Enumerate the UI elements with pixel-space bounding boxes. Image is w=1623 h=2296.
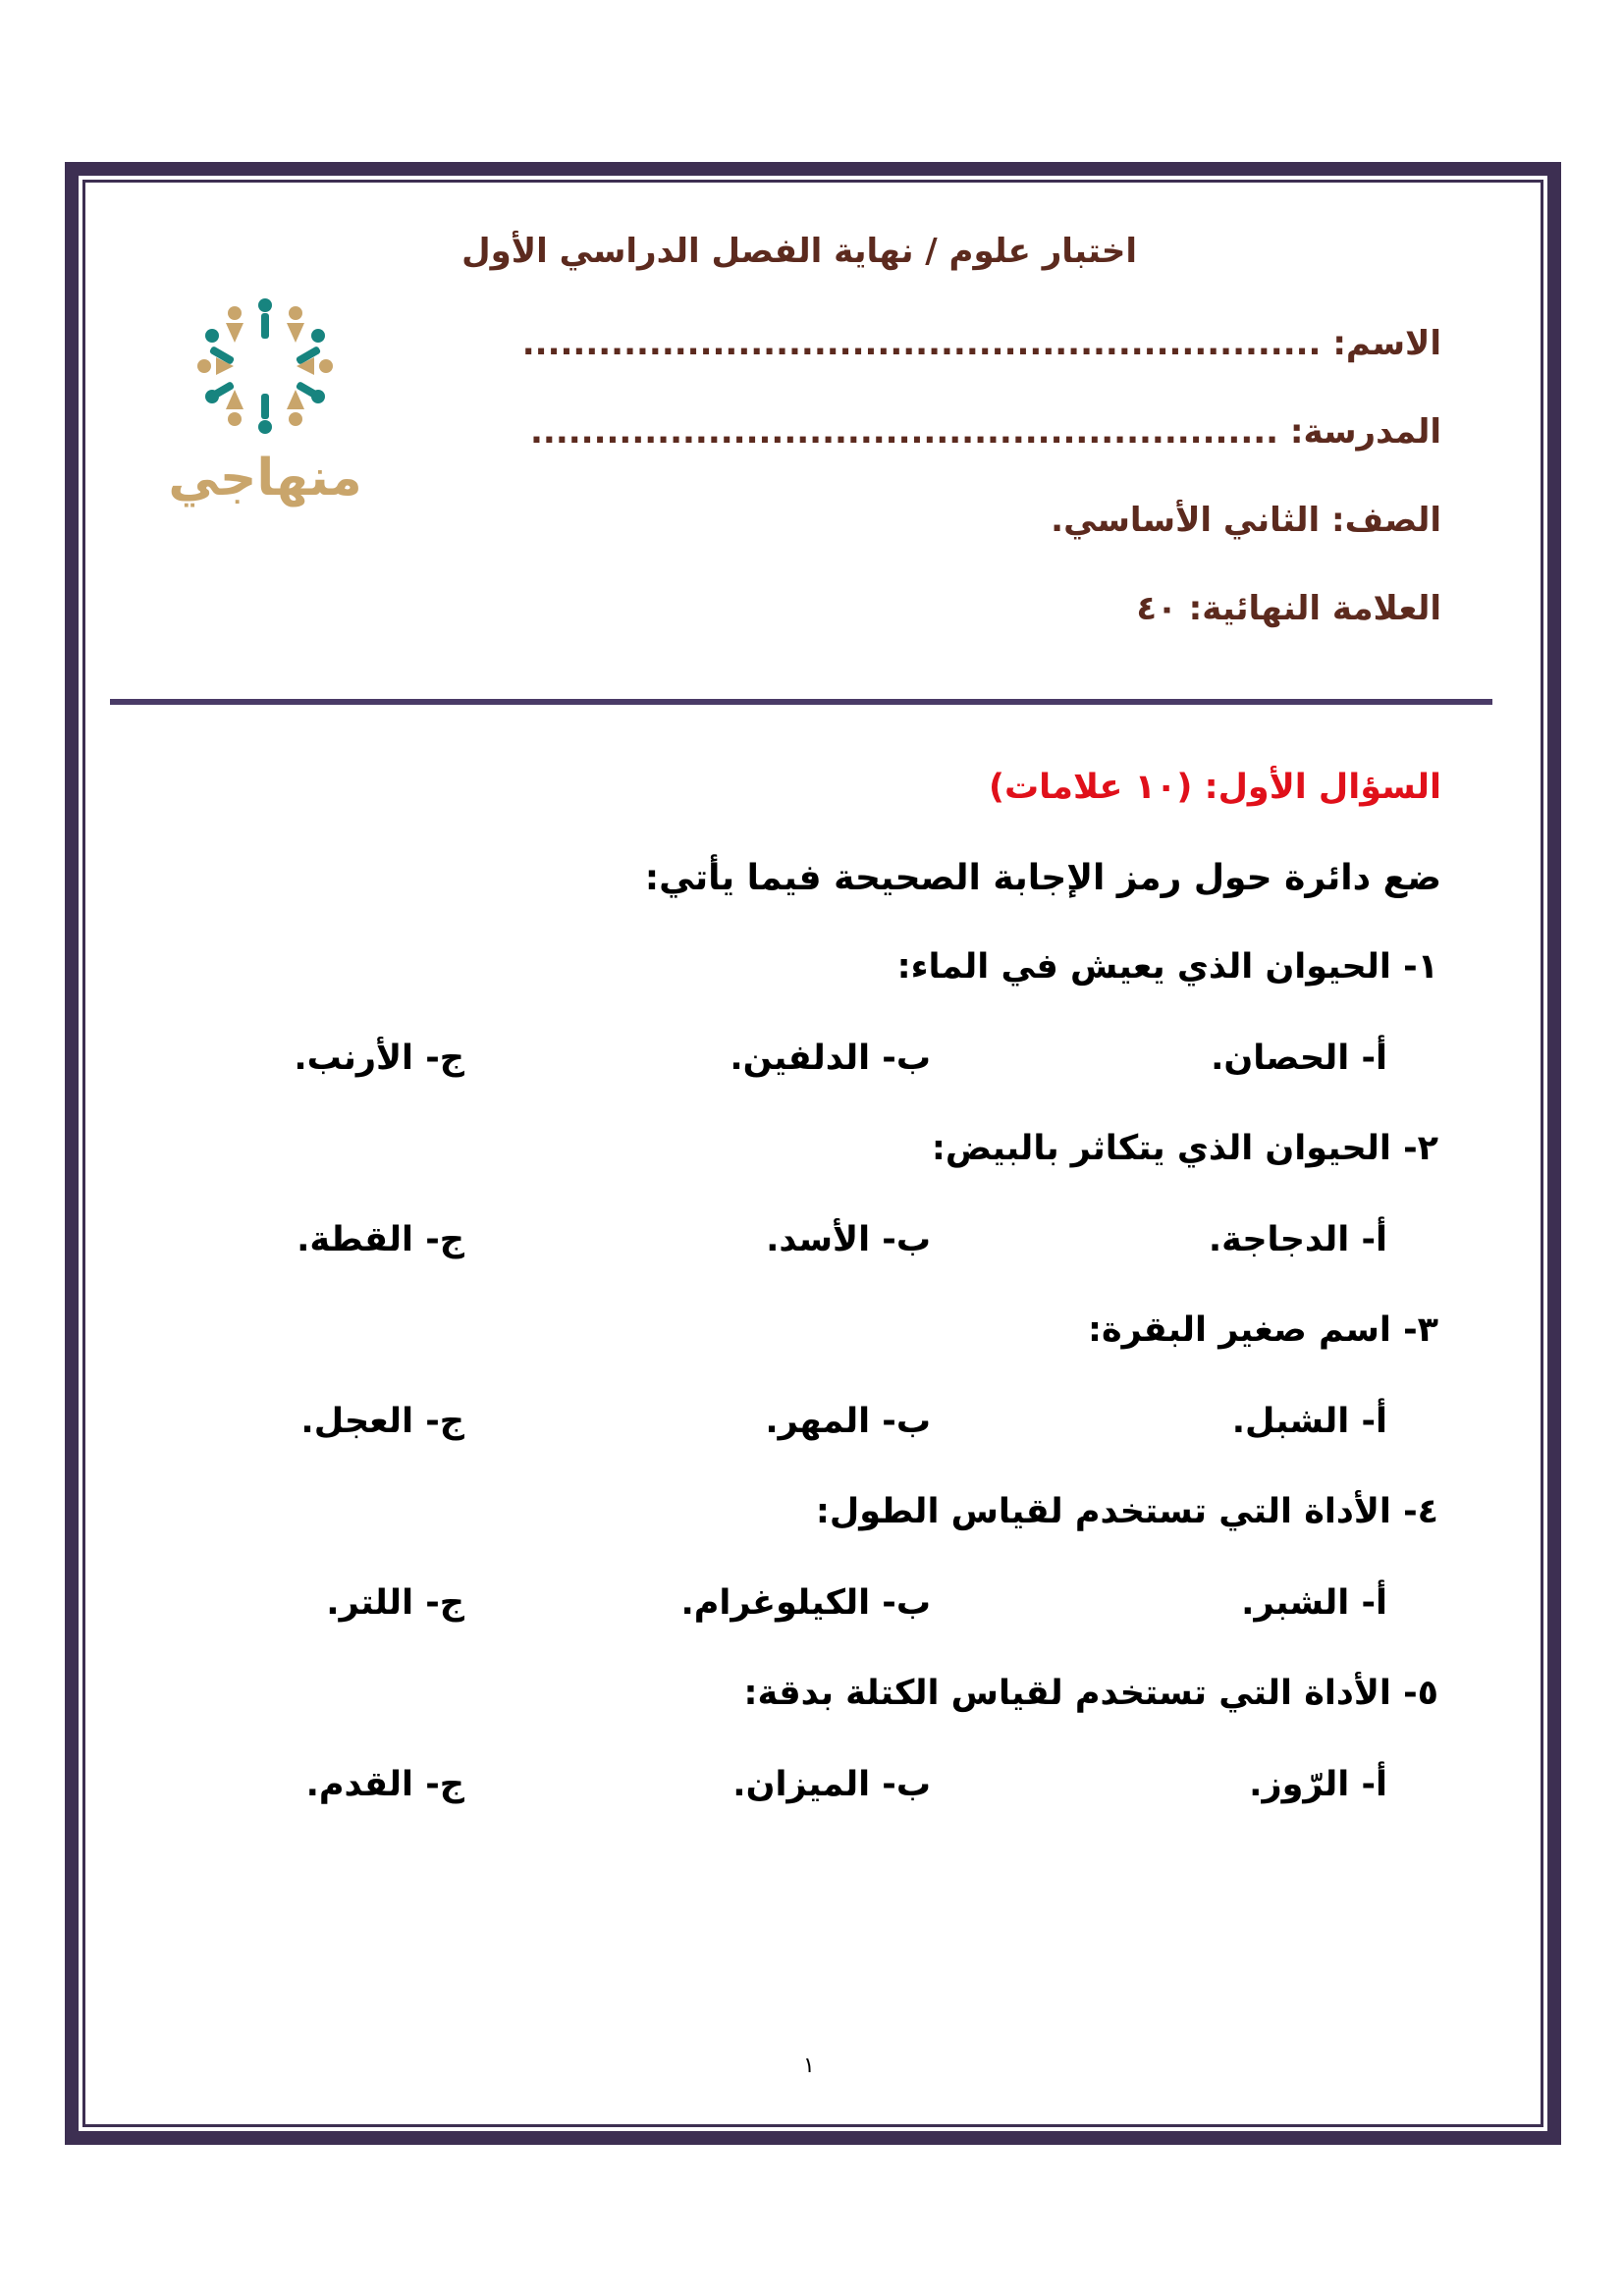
option-b-5[interactable]: ب- الميزان.	[732, 1765, 931, 1804]
option-a-5[interactable]: أ- الرّوز.	[1249, 1765, 1387, 1804]
name-row	[522, 324, 1441, 363]
logo	[157, 280, 373, 515]
grade-row: الصف: الثاني الأساسي.	[1051, 501, 1441, 540]
school-label: المدرسة:	[1289, 412, 1441, 452]
exam-title: اختبار علوم / نهاية الفصل الدراسي الأول	[461, 232, 1137, 271]
instruction: ضع دائرة حول رمز الإجابة الصحيحة فيما يأتي:	[644, 858, 1441, 898]
option-b-1[interactable]: ب- الدلفين.	[730, 1039, 931, 1078]
header-divider	[110, 699, 1492, 705]
option-c-3[interactable]: ج- العجل.	[300, 1402, 464, 1441]
option-c-5[interactable]: ج- القدم.	[305, 1765, 464, 1804]
option-b-4[interactable]: ب- الكيلوغرام.	[680, 1583, 931, 1623]
option-a-4[interactable]: أ- الشبر.	[1241, 1583, 1387, 1623]
option-c-2[interactable]: ج- القطة.	[297, 1220, 464, 1259]
option-b-2[interactable]: ب- الأسد.	[766, 1220, 931, 1259]
option-c-4[interactable]: ج- اللتر.	[326, 1583, 464, 1623]
option-a-3[interactable]: أ- الشبل.	[1231, 1402, 1387, 1441]
option-a-1[interactable]: أ- الحصان.	[1211, 1039, 1387, 1078]
question-item-5: ٥- الأداة التي تستخدم لقياس الكتلة بدقة:	[743, 1674, 1438, 1713]
question-item-1: ١- الحيوان الذي يعيش في الماء:	[896, 947, 1438, 987]
name-label: الاسم:	[1332, 324, 1441, 363]
school-row	[530, 412, 1441, 452]
page-number: ١	[803, 2054, 815, 2078]
school-blank[interactable]: ...........................................................	[530, 412, 1279, 452]
question-item-4: ٤- الأداة التي تستخدم لقياس الطول:	[815, 1492, 1438, 1531]
name-blank[interactable]: ...............................................................	[521, 324, 1322, 363]
question-item-3: ٣- اسم صغير البقرة:	[1087, 1310, 1438, 1350]
option-c-1[interactable]: ج- الأرنب.	[294, 1039, 464, 1078]
option-a-2[interactable]: أ- الدجاجة.	[1208, 1220, 1387, 1259]
option-b-3[interactable]: ب- المهر.	[765, 1402, 931, 1441]
mark-row: العلامة النهائية: ٤٠	[1136, 589, 1441, 628]
question-item-2: ٢- الحيوان الذي يتكاثر بالبيض:	[931, 1129, 1438, 1168]
question-heading: السؤال الأول: (١٠ علامات)	[989, 768, 1441, 807]
logo-text: منهاجي	[168, 449, 362, 507]
